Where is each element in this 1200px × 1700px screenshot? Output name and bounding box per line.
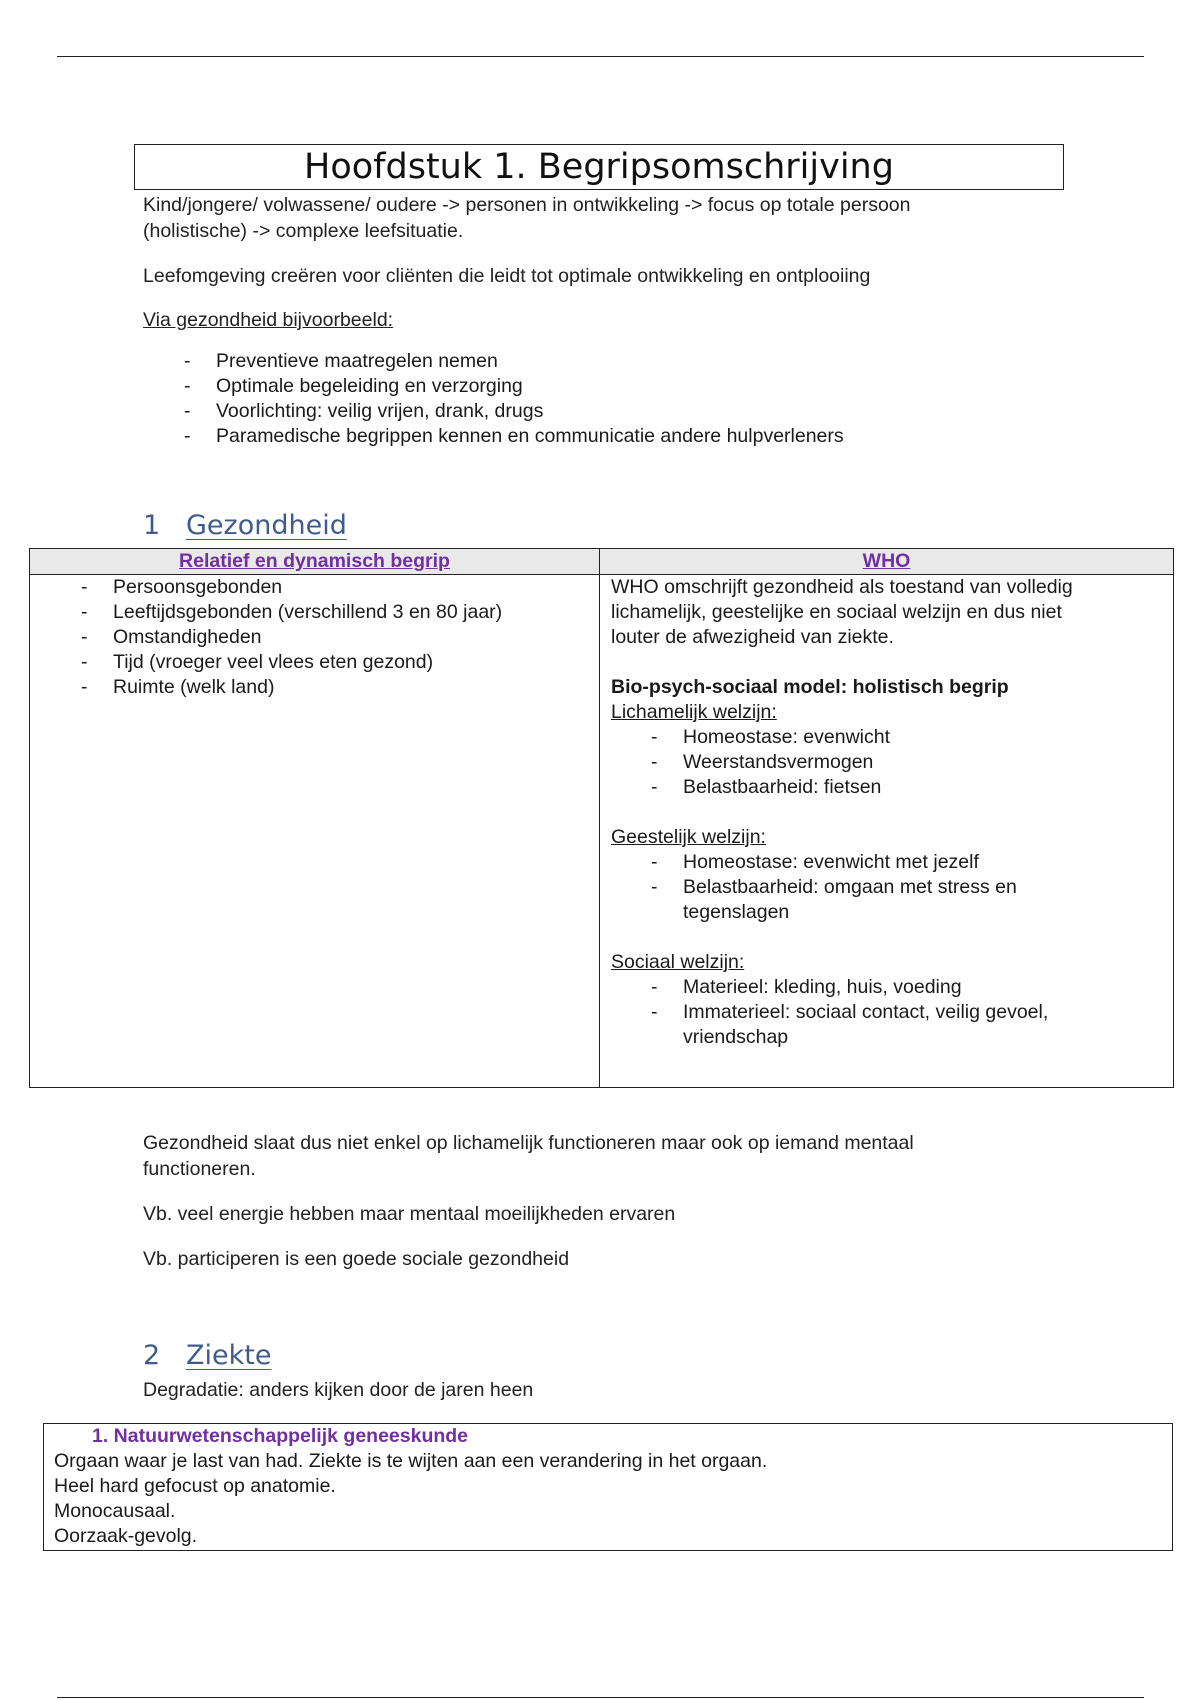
table-cell-who [600,575,1174,1088]
sociaal-label: Sociaal welzijn: [611,951,745,973]
section-number: 1 [143,510,161,541]
ziekte-box [43,1423,1173,1551]
list-item-line: Belastbaarheid: omgaan met stress en [683,876,1017,898]
list-item: - Paramedische begrippen kennen en communicatie andere hulpverleners [216,424,1016,449]
intro-paragraph-3: Via gezondheid bijvoorbeeld: [143,309,394,331]
intro-line: Kind/jongere/ volwassene/ oudere -> personen in ontwikkeling -> focus op totale persoon [143,194,911,216]
list-item: - Materieel: kleding, huis, voeding [683,975,1173,1000]
intro-line: (holistische) -> complexe leefsituatie. [143,220,464,242]
list-item: - Omstandigheden [113,625,599,650]
lichamelijk-label: Lichamelijk welzijn: [611,701,777,723]
list-item [683,875,1173,925]
list-item: - Leeftijdsgebonden (verschillend 3 en 80 jaar) [113,600,599,625]
list-item: - Voorlichting: veilig vrijen, drank, drugs [216,399,1016,424]
list-item-line: tegenslagen [683,901,790,923]
intro-paragraph-2: Leefomgeving creëren voor cliënten die leidt tot optimale ontwikkeling en ontplooiing [143,265,871,287]
list-item: - Tijd (vroeger veel vlees eten gezond) [113,650,599,675]
ziekte-box-line: Orgaan waar je last van had. Ziekte is te wijten aan een verandering in het orgaan. [54,1450,768,1472]
ziekte-intro: Degradatie: anders kijken door de jaren heen [143,1379,534,1401]
intro-list [216,349,1016,449]
example-1: Vb. veel energie hebben maar mentaal moeilijkheden ervaren [143,1203,676,1225]
table-header-who: WHO [600,549,1174,575]
list-item [683,1000,1173,1050]
ziekte-box-heading: 1. Natuurwetenschappelijk geneeskunde [92,1425,469,1447]
table-cell-relatief [30,575,600,1088]
list-item: - Homeostase: evenwicht met jezelf [683,850,1173,875]
example-2: Vb. participeren is een goede sociale gezondheid [143,1248,570,1270]
after-table-paragraph [143,1130,914,1182]
gezondheid-table [29,548,1174,1088]
chapter-title: Hoofdstuk 1. Begripsomschrijving [134,144,1064,190]
who-line: louter de afwezigheid van ziekte. [611,626,894,648]
ziekte-box-line: Oorzaak-gevolg. [54,1525,198,1547]
section-title: Gezondheid [186,510,347,541]
section-heading-gezondheid [143,510,347,541]
ziekte-box-line: Heel hard gefocust op anatomie. [54,1475,336,1497]
who-line: WHO omschrijft gezondheid als toestand van volledig [611,576,1073,598]
footer-rule [57,1697,1144,1698]
list-item: - Persoonsgebonden [113,575,599,600]
who-line: lichamelijk, geestelijke en sociaal welzijn en dus niet [611,601,1062,623]
model-title: Bio-psych-sociaal model: holistisch begrip [611,676,1009,698]
section-number: 2 [143,1340,161,1371]
list-item: - Weerstandsvermogen [683,750,1173,775]
list-item: - Ruimte (welk land) [113,675,599,700]
ziekte-box-line: Monocausaal. [54,1500,176,1522]
table-header-relatief: Relatief en dynamisch begrip [30,549,600,575]
list-item: - Belastbaarheid: fietsen [683,775,1173,800]
list-item: - Optimale begeleiding en verzorging [216,374,1016,399]
section-title: Ziekte [186,1340,272,1371]
list-item: - Preventieve maatregelen nemen [216,349,1016,374]
header-rule [57,56,1144,57]
paragraph-line: Gezondheid slaat dus niet enkel op lichamelijk functioneren maar ook op iemand mentaal [143,1132,914,1154]
section-heading-ziekte [143,1340,271,1371]
intro-paragraph-1 [143,192,910,244]
geestelijk-label: Geestelijk welzijn: [611,826,766,848]
list-item-line: vriendschap [683,1026,789,1048]
list-item-line: Immaterieel: sociaal contact, veilig gevoel, [683,1001,1049,1023]
list-item: - Homeostase: evenwicht [683,725,1173,750]
paragraph-line: functioneren. [143,1158,256,1180]
